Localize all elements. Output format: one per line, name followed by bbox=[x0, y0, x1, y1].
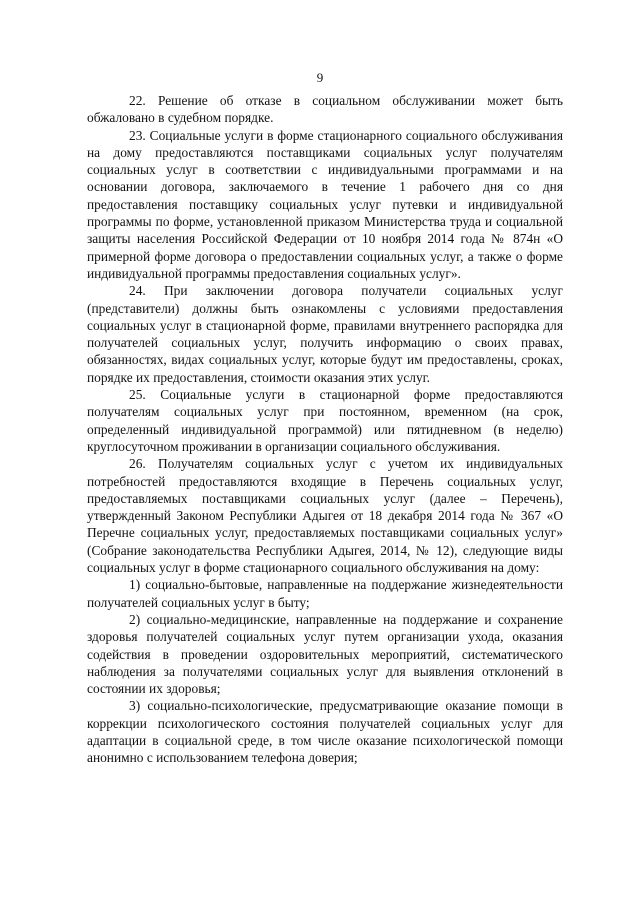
list-item-3: 3) социально-психологические, предусматривающие оказание помощи в коррекции психологического состояния получателей социальных услуг для адаптации в социальной среде, в том числе оказание психологической помощи анонимно с использованием телефона доверия; bbox=[87, 698, 563, 766]
paragraph-22: 22. Решение об отказе в социальном обслуживании может быть обжаловано в судебном порядке. bbox=[87, 93, 563, 126]
list-item-2: 2) социально-медицинские, направленные на поддержание и сохранение здоровья получателей социальных услуг путем организации ухода, оказания содействия в проведении оздоровительных мероприятий, систематического наблюдения за получателями социальных услуг для выявления отклонений в состоянии их здоровья; bbox=[87, 611, 563, 697]
page-number: 9 bbox=[316, 70, 324, 85]
list-item-1: 1) социально-бытовые, направленные на поддержание жизнедеятельности получателей социальных услуг в быту; bbox=[87, 577, 563, 610]
paragraph-24: 24. При заключении договора получатели социальных услуг (представители) должны быть ознакомлены с условиями предоставления социальных услуг в стационарной форме, правилами внутреннего распорядка для получателей социальных услуг, получить информацию о своих правах, обязанностях, видах социальных услуг, которые будут им предоставлены, сроках, порядке их предоставления, стоимости оказания этих услуг. bbox=[87, 283, 563, 385]
paragraph-26: 26. Получателям социальных услуг с учетом их индивидуальных потребностей предоставляются входящие в Перечень социальных услуг, предоставляемых поставщиками социальных услуг (далее – Перечень), утвержденный Законом Республики Адыгея от 18 декабря 2014 года № 367 «О Перечне социальных услуг, предоставляемых поставщиками социальных услуг» (Собрание законодательства Республики Адыгея, 2014, № 12), следующие виды социальных услуг в форме стационарного социального обслуживания на дому: bbox=[87, 456, 563, 576]
paragraph-25: 25. Социальные услуги в стационарной форме предоставляются получателям социальных услуг при постоянном, временном (на срок, определенный индивидуальной программой) или пятидневном (в неделю) круглосуточном проживании в организации социального обслуживания. bbox=[87, 387, 563, 454]
paragraph-23: 23. Социальные услуги в форме стационарного социального обслуживания на дому предоставляются поставщиками социальных услуг получателям социальных услуг в соответствии с индивидуальными программами и на основании договора, заключаемого в течение 1 рабочего дня со дня предоставления поставщику социальных услуг путевки и индивидуальной программы по форме, установленной приказом Министерства труда и социальной защиты населения Российской Федерации от 10 ноября 2014 года № 874н «О примерной форме договора о предоставлении социальных услуг, а также о форме индивидуальной программы предоставления социальных услуг». bbox=[87, 127, 563, 281]
document-body bbox=[87, 92, 563, 767]
